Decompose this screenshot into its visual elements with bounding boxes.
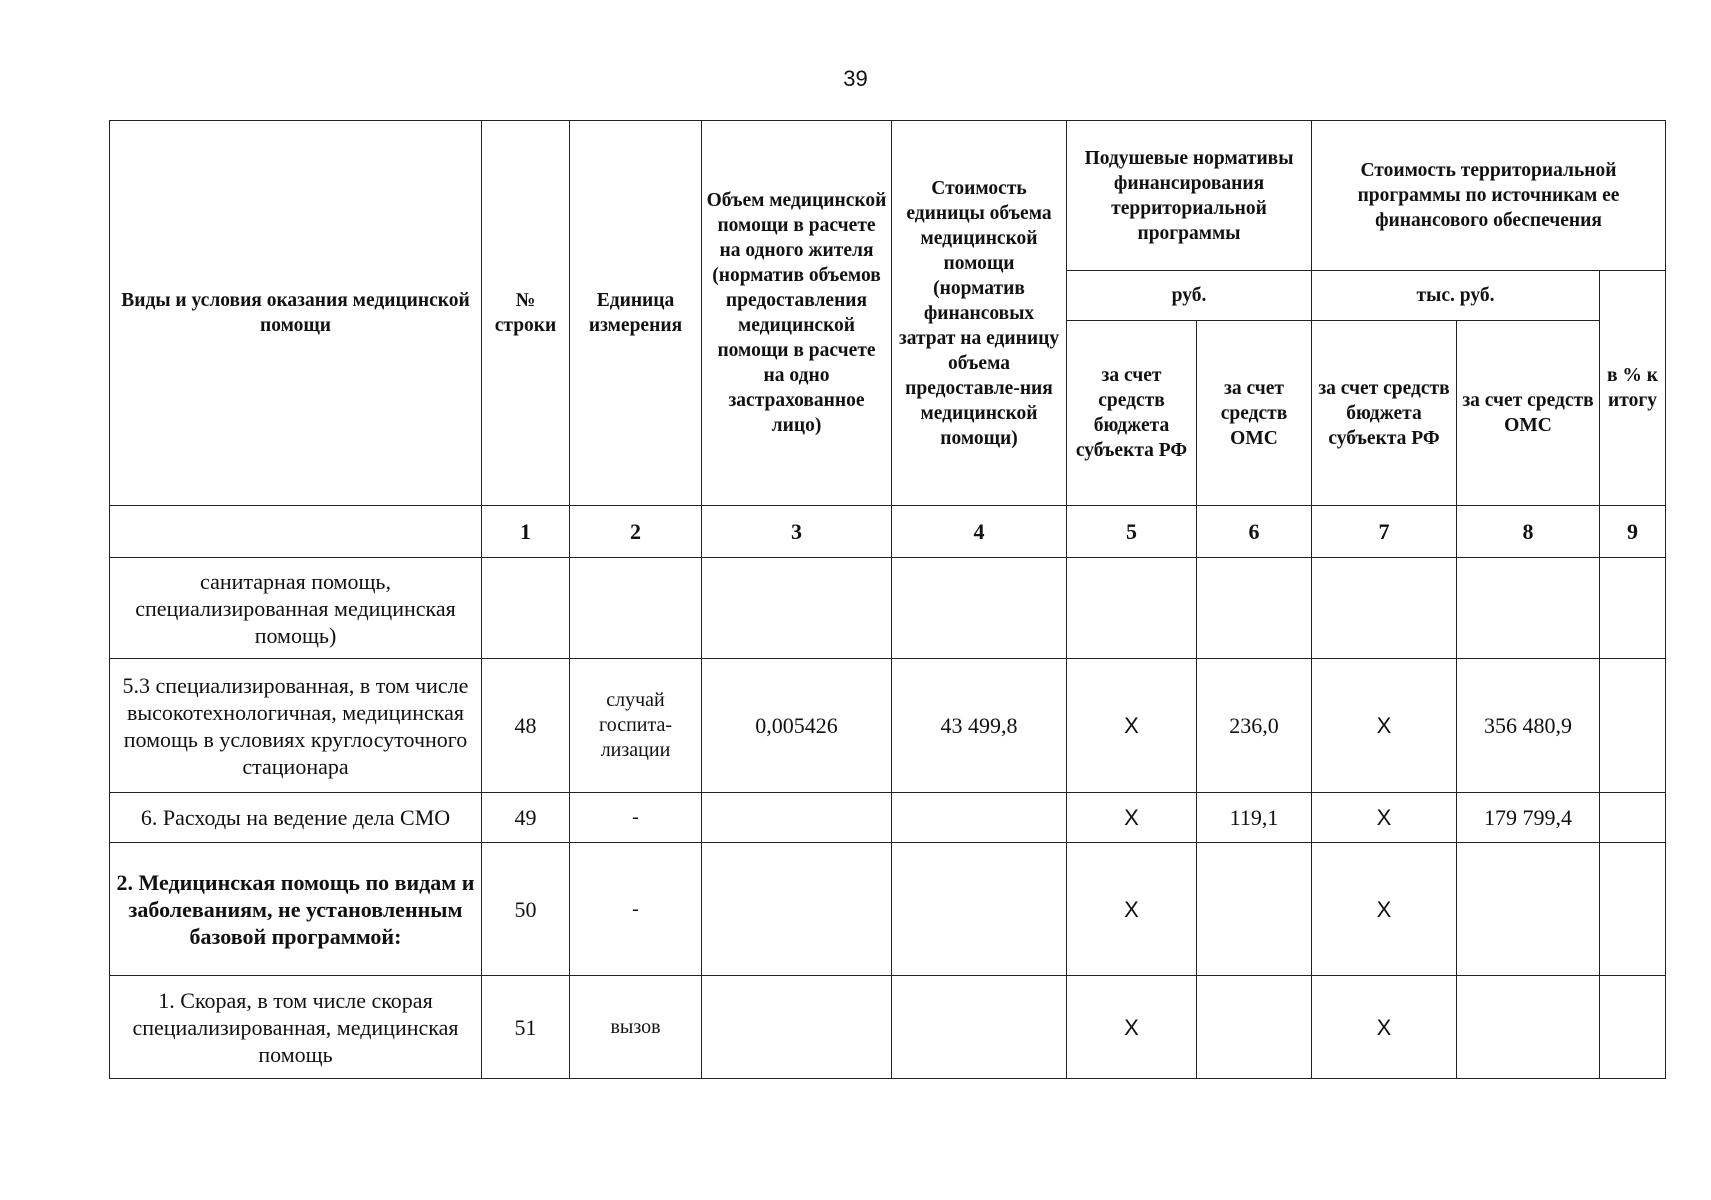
row-c8	[1457, 558, 1600, 659]
row-unit	[570, 558, 702, 659]
header-oms-rub: за счет средств ОМС	[1197, 321, 1312, 506]
row-c9	[1600, 793, 1666, 843]
row-cost	[892, 558, 1067, 659]
header-cost: Стоимость единицы объема медицинской помощи (норматив финансовых затрат на единицу объема предоставле-ния медицинской помощи)	[892, 121, 1067, 506]
column-number-blank	[110, 506, 482, 558]
column-number: 2	[570, 506, 702, 558]
column-number: 8	[1457, 506, 1600, 558]
row-c7: Х	[1312, 976, 1457, 1079]
header-total-cost: Стоимость территориальной программы по источникам ее финансового обеспечения	[1312, 121, 1666, 271]
row-c9	[1600, 558, 1666, 659]
row-no: 48	[482, 659, 570, 793]
table-row	[110, 659, 1666, 793]
row-volume	[702, 843, 892, 976]
row-c7: Х	[1312, 659, 1457, 793]
row-name: 2. Медицинская помощь по видам и заболеваниям, не установленным базовой программой:	[110, 843, 482, 976]
header-per-capita: Подушевые нормативы финансирования территориальной программы	[1067, 121, 1312, 271]
row-c6	[1197, 843, 1312, 976]
row-name: 5.3 специализированная, в том числе высокотехнологичная, медицинская помощь в условиях круглосуточного стационара	[110, 659, 482, 793]
row-unit: -	[570, 843, 702, 976]
header-volume: Объем медицинской помощи в расчете на одного жителя (норматив объемов предоставления медицинской помощи в расчете на одно застрахованное лицо)	[702, 121, 892, 506]
row-name: санитарная помощь, специализированная медицинская помощь)	[110, 558, 482, 659]
row-c9	[1600, 843, 1666, 976]
row-unit: вызов	[570, 976, 702, 1079]
header-unit-rub: руб.	[1067, 271, 1312, 321]
table-row	[110, 843, 1666, 976]
row-no	[482, 558, 570, 659]
row-c8: 356 480,9	[1457, 659, 1600, 793]
header-percent: в % к итогу	[1600, 271, 1666, 506]
row-c5	[1067, 558, 1197, 659]
column-number: 6	[1197, 506, 1312, 558]
row-c7: Х	[1312, 843, 1457, 976]
header-unit-thous: тыс. руб.	[1312, 271, 1600, 321]
row-c6	[1197, 558, 1312, 659]
row-c5: Х	[1067, 843, 1197, 976]
row-c5: Х	[1067, 659, 1197, 793]
column-number: 5	[1067, 506, 1197, 558]
row-unit: случай госпита-лизации	[570, 659, 702, 793]
row-cost	[892, 793, 1067, 843]
table-row	[110, 558, 1666, 659]
row-volume	[702, 976, 892, 1079]
row-c8	[1457, 976, 1600, 1079]
header-budget-thous: за счет средств бюджета субъекта РФ	[1312, 321, 1457, 506]
header-oms-thous: за счет средств ОМС	[1457, 321, 1600, 506]
row-c9	[1600, 659, 1666, 793]
row-c5: Х	[1067, 793, 1197, 843]
row-c8	[1457, 843, 1600, 976]
column-number: 3	[702, 506, 892, 558]
row-name: 6. Расходы на ведение дела СМО	[110, 793, 482, 843]
page-number: 39	[843, 66, 868, 91]
row-no: 51	[482, 976, 570, 1079]
row-c6	[1197, 976, 1312, 1079]
column-number: 9	[1600, 506, 1666, 558]
row-cost: 43 499,8	[892, 659, 1067, 793]
row-c7: Х	[1312, 793, 1457, 843]
table-row	[110, 976, 1666, 1079]
header-budget-rub: за счет средств бюджета субъекта РФ	[1067, 321, 1197, 506]
financing-table	[109, 120, 1666, 1079]
row-c9	[1600, 976, 1666, 1079]
row-c6: 236,0	[1197, 659, 1312, 793]
table-row	[110, 793, 1666, 843]
row-c7	[1312, 558, 1457, 659]
row-no: 49	[482, 793, 570, 843]
column-number: 7	[1312, 506, 1457, 558]
column-number: 4	[892, 506, 1067, 558]
row-c6: 119,1	[1197, 793, 1312, 843]
row-c8: 179 799,4	[1457, 793, 1600, 843]
column-number-row	[110, 506, 1666, 558]
row-unit: -	[570, 793, 702, 843]
row-volume: 0,005426	[702, 659, 892, 793]
header-row-no: № строки	[482, 121, 570, 506]
row-cost	[892, 976, 1067, 1079]
row-no: 50	[482, 843, 570, 976]
header-types: Виды и условия оказания медицинской помощи	[110, 121, 482, 506]
row-c5: Х	[1067, 976, 1197, 1079]
row-volume	[702, 793, 892, 843]
column-number: 1	[482, 506, 570, 558]
row-name: 1. Скорая, в том числе скорая специализированная, медицинская помощь	[110, 976, 482, 1079]
row-cost	[892, 843, 1067, 976]
header-unit: Единица измерения	[570, 121, 702, 506]
row-volume	[702, 558, 892, 659]
